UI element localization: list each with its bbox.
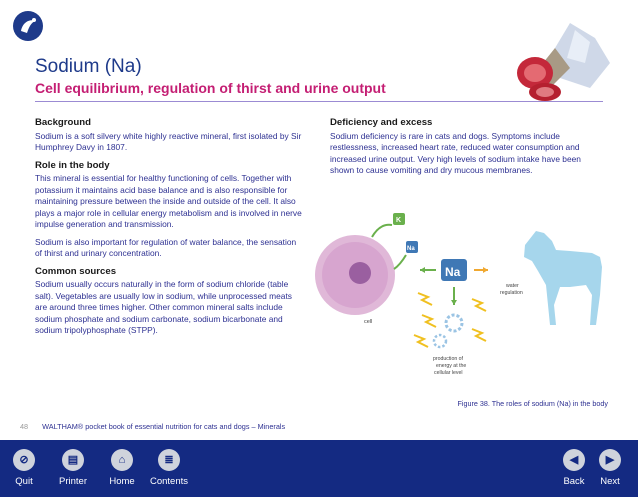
sources-heading: Common sources xyxy=(35,265,117,277)
page-number: 48 xyxy=(20,422,29,431)
gear-icon xyxy=(446,315,462,331)
water-regulation-label: water regulation xyxy=(500,283,523,296)
right-column xyxy=(330,117,600,183)
sodium-roles-figure xyxy=(310,195,610,395)
role-heading: Role in the body xyxy=(35,159,110,171)
energy-bolt-icon xyxy=(418,293,432,305)
contents-button[interactable]: ≣ Contents xyxy=(148,440,190,497)
back-arrow-icon: ◀ xyxy=(563,449,585,471)
page-title: Sodium (Na) xyxy=(35,56,142,77)
next-arrow-icon: ▶ xyxy=(599,449,621,471)
back-button[interactable]: ◀ Back xyxy=(560,440,588,497)
background-text: Sodium is a soft silvery white highly reactive mineral, first isolated by Sir Humphrey Davy in 1807. xyxy=(35,130,302,152)
energy-label: production of energy at the cellular level xyxy=(433,356,467,376)
svg-text:K: K xyxy=(396,217,402,224)
printer-button[interactable]: ▤ Printer xyxy=(55,440,91,497)
sources-text: Sodium usually occurs naturally in the form of sodium chloride (table salt). Vegetables are usually low in sodium, while unprocessed meats are around three times higher. Other common mineral salts include sodium phosphate and sodium carbonate, sodium bicarbonate and sodium tripolyphosphate (STPP). xyxy=(35,279,292,335)
home-button[interactable]: ⌂ Home xyxy=(105,440,139,497)
dog-silhouette xyxy=(524,231,602,325)
background-heading: Background xyxy=(35,117,91,128)
salt-meat-illustration xyxy=(515,18,625,103)
svg-text:Na: Na xyxy=(445,265,461,279)
waltham-logo xyxy=(13,11,43,41)
role-text-2: Sodium is also important for regulation of water balance, the sensation of thirst and urinary concentration. xyxy=(35,236,297,258)
role-text-1: This mineral is essential for healthy functioning of cells. Together with potassium it maintains acid base balance and is also responsible for maintaining pressure between the inside and outside of the cell. It also plays a major role in cellular energy metabolism and is involved in nerve impulse generation and transmission. xyxy=(35,173,302,229)
quit-button[interactable]: ⊘ Quit xyxy=(8,440,40,497)
next-button[interactable]: ▶ Next xyxy=(596,440,624,497)
footer-text: WALTHAM® pocket book of essential nutrition for cats and dogs – Minerals xyxy=(42,422,286,431)
quit-icon: ⊘ xyxy=(13,449,35,471)
home-icon: ⌂ xyxy=(111,449,133,471)
divider xyxy=(35,101,603,102)
left-column xyxy=(35,117,305,343)
deficiency-text: Sodium deficiency is rare in cats and dogs. Symptoms include restlessness, increased heart rate, reduced water consumption and increased urine output. Very high levels of sodium intake have been shown to cause vomiting and dry mucous membranes. xyxy=(330,130,581,175)
navigation-bar xyxy=(0,440,638,497)
page-subtitle: Cell equilibrium, regulation of thirst and urine output xyxy=(35,80,386,96)
deficiency-heading: Deficiency and excess xyxy=(330,117,433,128)
figure-caption: Figure 38. The roles of sodium (Na) in the body xyxy=(457,399,608,408)
svg-text:Na: Na xyxy=(407,246,415,252)
cell-label: cell xyxy=(364,319,373,325)
page-footer xyxy=(20,422,315,431)
contents-icon: ≣ xyxy=(158,449,180,471)
printer-icon: ▤ xyxy=(62,449,84,471)
